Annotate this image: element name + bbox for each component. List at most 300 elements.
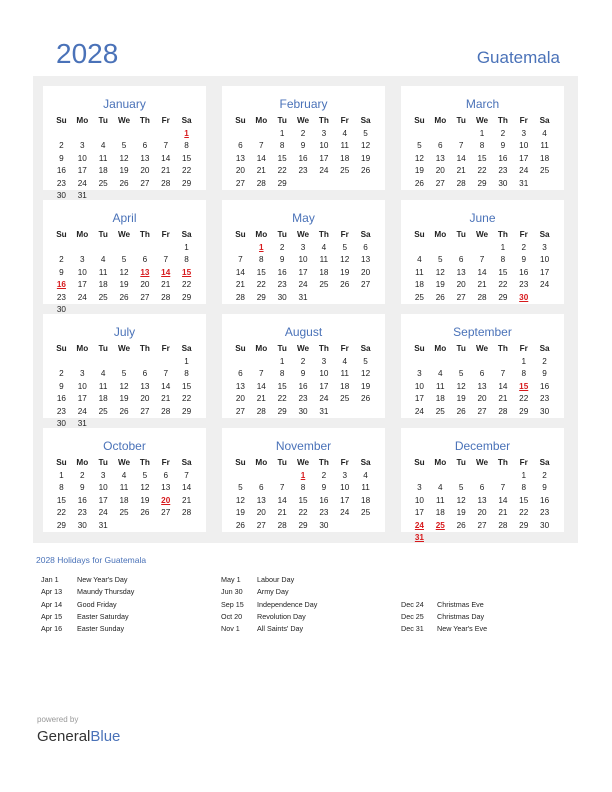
- weekday-label: Sa: [539, 458, 550, 467]
- day-cell: 5: [438, 255, 443, 264]
- weekday-label: Su: [235, 230, 246, 239]
- weekday-label: Mo: [255, 458, 268, 467]
- weekday-label: Su: [56, 230, 67, 239]
- day-cell: 28: [277, 520, 287, 530]
- empty-day: [272, 470, 293, 483]
- day-cell: 20: [435, 166, 445, 175]
- week-row: [230, 267, 376, 280]
- month-may: [222, 200, 385, 304]
- weekday-label: Sa: [181, 344, 192, 353]
- holiday-item: [401, 611, 576, 623]
- empty-day: [334, 178, 355, 191]
- empty-day: [176, 520, 197, 533]
- weekday-label: We: [475, 116, 489, 125]
- day-cell: 5: [458, 483, 464, 492]
- day-cell: 5: [121, 141, 127, 150]
- empty-day: [355, 406, 376, 419]
- day-cell: 30: [540, 520, 550, 530]
- week-row: [51, 470, 197, 483]
- week-row: [51, 356, 197, 369]
- day-cell: 22: [519, 508, 529, 517]
- day-cell: 22: [182, 280, 192, 289]
- day-cell: 16: [540, 381, 550, 391]
- week-row: [409, 356, 555, 369]
- empty-day: [230, 242, 251, 255]
- week-row: [409, 140, 555, 153]
- day-cell: 10: [298, 255, 308, 264]
- week-row: [409, 393, 555, 406]
- day-cell: 6: [479, 369, 485, 378]
- week-row: [230, 495, 376, 508]
- day-cell: 12: [140, 483, 150, 492]
- weekday-header: [230, 229, 376, 242]
- day-cell: 8: [521, 483, 526, 492]
- month-november: [222, 428, 385, 532]
- day-cell: 11: [319, 255, 329, 264]
- day-cell: 17: [340, 495, 350, 505]
- day-cell: 1: [521, 470, 526, 480]
- day-cell: 29: [256, 292, 266, 302]
- weekday-label: Th: [497, 230, 508, 239]
- day-cell: 1: [184, 242, 189, 252]
- day-cell: 16: [56, 394, 66, 403]
- holiday-date: Nov 1: [221, 624, 240, 634]
- day-cell: 5: [238, 483, 243, 492]
- holiday-item: [401, 623, 576, 635]
- week-row: [51, 482, 197, 495]
- month-grid: [51, 229, 197, 317]
- day-cell: 23: [298, 394, 308, 403]
- day-cell: 14: [498, 381, 508, 391]
- empty-day: [409, 356, 430, 369]
- day-cell: 18: [414, 280, 424, 289]
- weekday-label: Fr: [519, 230, 528, 239]
- day-cell: 1: [279, 128, 285, 138]
- day-cell: 21: [498, 508, 508, 517]
- day-cell: 27: [161, 508, 171, 517]
- day-cell: 11: [436, 381, 445, 391]
- day-cell: 1: [500, 242, 506, 252]
- day-cell: 26: [435, 292, 445, 302]
- week-row: [230, 381, 376, 394]
- day-cell: 13: [361, 255, 371, 264]
- day-cell: 16: [277, 267, 287, 277]
- weekday-label: Tu: [456, 116, 466, 125]
- day-cell: 5: [458, 369, 464, 378]
- day-cell: 22: [256, 280, 266, 289]
- day-cell: 26: [361, 166, 371, 175]
- holiday-day: 15: [519, 381, 529, 391]
- day-cell: 30: [277, 292, 287, 302]
- weekday-label: Su: [56, 458, 67, 467]
- day-cell: 24: [77, 178, 87, 188]
- day-cell: 31: [98, 520, 108, 530]
- country-title: Guatemala: [476, 48, 560, 67]
- day-cell: 20: [140, 394, 150, 403]
- day-cell: 29: [519, 406, 529, 416]
- holiday-item: [221, 611, 396, 623]
- day-cell: 23: [540, 394, 550, 403]
- month-title: November: [275, 439, 332, 453]
- empty-day: [114, 242, 135, 255]
- holiday-day: 1: [184, 128, 189, 138]
- week-row: [51, 178, 197, 191]
- weekday-label: Th: [497, 344, 508, 353]
- month-grid: [51, 343, 197, 431]
- weekday-label: Mo: [255, 230, 268, 239]
- day-cell: 19: [435, 280, 445, 289]
- month-grid: [230, 115, 376, 190]
- day-cell: 1: [279, 356, 285, 366]
- holiday-date: Apr 15: [41, 611, 63, 621]
- day-cell: 22: [498, 280, 508, 289]
- month-august: [222, 314, 385, 418]
- day-cell: 28: [235, 292, 245, 302]
- day-cell: 20: [140, 166, 150, 175]
- weekday-label: Th: [497, 458, 508, 467]
- empty-day: [513, 532, 534, 545]
- day-cell: 25: [435, 406, 445, 416]
- week-row: [230, 520, 376, 533]
- day-cell: 12: [414, 153, 424, 163]
- weekday-label: We: [475, 344, 489, 353]
- week-row: [230, 368, 376, 381]
- day-cell: 24: [319, 394, 329, 403]
- day-cell: 29: [477, 178, 487, 188]
- holiday-name: New Year's Day: [77, 575, 128, 584]
- day-cell: 15: [182, 381, 192, 391]
- day-cell: 28: [456, 178, 466, 188]
- month-title: September: [453, 325, 512, 339]
- day-cell: 16: [56, 166, 66, 175]
- weekday-label: Fr: [340, 116, 349, 125]
- week-row: [230, 178, 376, 191]
- day-cell: 10: [540, 255, 550, 264]
- day-cell: 4: [100, 141, 106, 150]
- day-cell: 21: [235, 280, 245, 289]
- holiday-date: Jan 1: [41, 575, 59, 584]
- day-cell: 31: [519, 178, 529, 188]
- holiday-name: Maundy Thursday: [77, 587, 135, 597]
- day-cell: 4: [438, 483, 443, 492]
- holiday-name: Easter Sunday: [77, 624, 125, 634]
- week-row: [409, 495, 555, 508]
- empty-day: [451, 532, 472, 545]
- day-cell: 18: [340, 381, 350, 391]
- day-cell: 26: [361, 394, 371, 403]
- weekday-label: Sa: [539, 116, 550, 125]
- day-cell: 11: [436, 495, 445, 505]
- weekday-header: [51, 115, 197, 128]
- months-grid: [33, 76, 578, 543]
- day-cell: 19: [119, 280, 129, 289]
- weekday-label: Fr: [340, 458, 349, 467]
- empty-day: [114, 520, 135, 533]
- day-cell: 20: [477, 508, 487, 517]
- day-cell: 12: [456, 495, 466, 505]
- month-january: [43, 86, 206, 200]
- day-cell: 9: [80, 483, 85, 492]
- day-cell: 7: [184, 470, 189, 480]
- day-cell: 19: [340, 267, 350, 277]
- weekday-label: Tu: [456, 344, 466, 353]
- weekday-label: Su: [414, 116, 425, 125]
- powered-by-text: powered by: [37, 715, 79, 724]
- day-cell: 28: [182, 508, 192, 517]
- day-cell: 4: [438, 369, 443, 378]
- day-cell: 1: [184, 356, 189, 366]
- holiday-name: Christmas Day: [437, 611, 485, 621]
- holiday-day: 13: [140, 267, 150, 277]
- day-cell: 30: [56, 191, 66, 200]
- weekday-label: We: [117, 116, 131, 125]
- day-cell: 28: [256, 178, 266, 188]
- day-cell: 17: [98, 495, 108, 505]
- day-cell: 17: [319, 153, 329, 163]
- day-cell: 3: [80, 369, 85, 378]
- day-cell: 6: [142, 141, 148, 150]
- day-cell: 2: [59, 141, 64, 150]
- day-cell: 12: [361, 141, 371, 150]
- weekday-label: Tu: [98, 344, 108, 353]
- day-cell: 25: [119, 508, 129, 517]
- day-cell: 8: [479, 141, 485, 150]
- weekday-label: We: [296, 116, 310, 125]
- weekday-label: Fr: [340, 344, 349, 353]
- day-cell: 22: [519, 394, 529, 403]
- weekday-label: Mo: [76, 458, 89, 467]
- brand-blue: Blue: [90, 728, 121, 745]
- weekday-header: [409, 343, 555, 356]
- day-cell: 18: [435, 508, 445, 517]
- day-cell: 25: [98, 406, 108, 416]
- weekday-label: Th: [139, 230, 150, 239]
- day-cell: 24: [298, 280, 308, 289]
- month-title: June: [469, 211, 496, 225]
- day-cell: 13: [456, 267, 466, 277]
- day-cell: 18: [435, 394, 445, 403]
- weekday-header: [51, 229, 197, 242]
- weekday-header: [409, 115, 555, 128]
- day-cell: 16: [519, 267, 529, 277]
- weekday-label: Mo: [434, 230, 447, 239]
- day-cell: 5: [417, 141, 422, 150]
- day-cell: 10: [77, 381, 87, 391]
- generalblue-logo[interactable]: [37, 728, 120, 745]
- week-row: [51, 242, 197, 255]
- day-cell: 2: [542, 470, 547, 480]
- weekday-label: Sa: [360, 344, 371, 353]
- week-row: [409, 254, 555, 267]
- day-cell: 12: [235, 495, 245, 505]
- day-cell: 29: [182, 178, 192, 188]
- empty-day: [51, 128, 72, 141]
- weekday-label: Mo: [255, 344, 268, 353]
- day-cell: 18: [319, 267, 329, 277]
- holiday-item: [221, 574, 396, 586]
- day-cell: 3: [417, 483, 422, 492]
- day-cell: 13: [140, 153, 150, 163]
- day-cell: 24: [340, 508, 350, 517]
- month-grid: [230, 457, 376, 532]
- day-cell: 13: [235, 153, 245, 163]
- day-cell: 15: [182, 153, 192, 163]
- day-cell: 24: [77, 292, 87, 302]
- day-cell: 2: [59, 255, 64, 264]
- day-cell: 28: [161, 292, 171, 302]
- day-cell: 19: [361, 153, 371, 163]
- day-cell: 13: [161, 483, 171, 492]
- weekday-label: Mo: [76, 344, 89, 353]
- weekday-label: Sa: [181, 458, 192, 467]
- week-row: [409, 368, 555, 381]
- week-row: [51, 495, 197, 508]
- empty-day: [334, 520, 355, 533]
- day-cell: 17: [77, 394, 87, 403]
- day-cell: 23: [277, 280, 287, 289]
- day-cell: 13: [256, 495, 266, 505]
- day-cell: 24: [540, 280, 550, 289]
- day-cell: 19: [456, 394, 466, 403]
- week-row: [230, 165, 376, 178]
- weekday-label: Mo: [76, 116, 89, 125]
- day-cell: 20: [256, 508, 266, 517]
- day-cell: 27: [477, 520, 487, 530]
- day-cell: 9: [59, 381, 64, 391]
- empty-day: [72, 242, 93, 255]
- day-cell: 30: [77, 520, 87, 530]
- day-cell: 14: [161, 153, 171, 163]
- weekday-label: Tu: [98, 230, 108, 239]
- day-cell: 22: [56, 508, 66, 517]
- weekday-label: Mo: [255, 116, 268, 125]
- empty-day: [472, 532, 493, 545]
- day-cell: 31: [77, 419, 87, 428]
- empty-day: [93, 356, 114, 369]
- day-cell: 2: [59, 369, 64, 378]
- weekday-label: Sa: [539, 344, 550, 353]
- week-row: [51, 128, 197, 141]
- weekday-label: Th: [318, 458, 329, 467]
- day-cell: 23: [56, 292, 66, 302]
- year-title: 2028: [56, 38, 119, 69]
- day-cell: 18: [119, 495, 129, 505]
- month-title: March: [465, 97, 500, 111]
- brand-general: General: [37, 728, 91, 745]
- holiday-column: [401, 599, 576, 636]
- day-cell: 21: [161, 166, 171, 175]
- day-cell: 8: [184, 255, 189, 264]
- day-cell: 18: [340, 153, 350, 163]
- day-cell: 14: [456, 153, 466, 163]
- day-cell: 4: [100, 255, 106, 264]
- week-row: [230, 356, 376, 369]
- day-cell: 25: [361, 508, 371, 517]
- day-cell: 11: [119, 483, 129, 492]
- day-cell: 18: [361, 495, 371, 505]
- day-cell: 7: [259, 141, 264, 150]
- day-cell: 21: [161, 394, 171, 403]
- empty-day: [114, 356, 135, 369]
- weekday-label: We: [117, 230, 131, 239]
- holiday-name: Independence Day: [257, 599, 318, 609]
- week-row: [230, 153, 376, 166]
- holiday-column: [221, 574, 396, 635]
- month-june: [401, 200, 564, 304]
- day-cell: 26: [456, 520, 466, 530]
- weekday-label: Fr: [519, 458, 528, 467]
- holiday-name: Christmas Eve: [437, 599, 484, 609]
- holiday-name: Army Day: [257, 587, 289, 597]
- day-cell: 29: [277, 406, 287, 416]
- day-cell: 16: [298, 381, 308, 391]
- day-cell: 9: [279, 255, 285, 264]
- month-title: August: [284, 325, 323, 339]
- month-march: [401, 86, 564, 190]
- empty-day: [334, 292, 355, 305]
- day-cell: 19: [361, 381, 371, 391]
- day-cell: 3: [80, 141, 85, 150]
- weekday-label: We: [475, 458, 489, 467]
- day-cell: 15: [498, 267, 508, 277]
- day-cell: 14: [256, 381, 266, 391]
- weekday-header: [230, 115, 376, 128]
- weekday-label: Su: [414, 230, 425, 239]
- month-title: December: [454, 439, 511, 453]
- day-cell: 9: [321, 483, 327, 492]
- day-cell: 14: [235, 267, 245, 277]
- day-cell: 7: [479, 255, 485, 264]
- day-cell: 26: [119, 178, 129, 188]
- day-cell: 18: [98, 166, 108, 175]
- day-cell: 19: [414, 166, 424, 175]
- day-cell: 7: [458, 141, 464, 150]
- holiday-item: [41, 611, 216, 623]
- weekday-label: Fr: [161, 116, 170, 125]
- empty-day: [492, 532, 513, 545]
- day-cell: 29: [182, 406, 192, 416]
- day-cell: 11: [340, 141, 349, 150]
- weekday-label: We: [117, 458, 131, 467]
- day-cell: 12: [119, 381, 129, 391]
- month-october: [43, 428, 206, 532]
- holiday-name: Revolution Day: [257, 611, 306, 621]
- day-cell: 17: [414, 394, 424, 403]
- day-cell: 17: [77, 166, 87, 175]
- holiday-day: 15: [182, 267, 192, 277]
- day-cell: 19: [119, 166, 129, 175]
- day-cell: 27: [435, 178, 445, 188]
- day-cell: 15: [277, 153, 287, 163]
- day-cell: 16: [498, 153, 508, 163]
- day-cell: 13: [477, 495, 487, 505]
- day-cell: 3: [80, 255, 85, 264]
- holiday-date: May 1: [221, 575, 241, 584]
- empty-day: [472, 242, 493, 255]
- weekday-header: [409, 457, 555, 470]
- day-cell: 8: [279, 369, 285, 378]
- day-cell: 2: [321, 470, 327, 480]
- holiday-name: Labour Day: [257, 575, 295, 584]
- week-row: [230, 482, 376, 495]
- day-cell: 10: [77, 153, 87, 163]
- holiday-item: [401, 599, 576, 611]
- empty-day: [409, 242, 430, 255]
- weekday-label: Tu: [456, 230, 466, 239]
- day-cell: 22: [182, 166, 192, 175]
- week-row: [230, 242, 376, 255]
- empty-day: [251, 470, 272, 483]
